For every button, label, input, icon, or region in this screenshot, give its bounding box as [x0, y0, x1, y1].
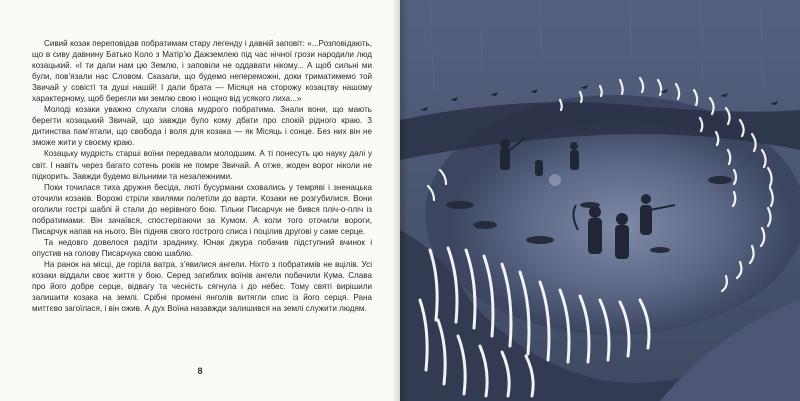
paragraph-2: Молоді козаки уважно слухали слова мудрого побратима. Знали вони, що мають берегти козацький Звичай, що завжди було кому дбати про спокій рідного краю. З дитинства пам’ятали, що свобода і воля для козака — як Місяць і сонце. Без них він не зможе жити у своєму краю.: [32, 105, 372, 148]
paragraph-6: На ранок на місці, де горіла ватра, з’явилися ангели. Ніхто з побратимів не вцілів. Усі козаки віддали своє життя у бою. Серед загиблих воїнів ангели побачили Кума. Слава про його добре серце, відвагу та чесність сягнула і до небес. Тому святі вирішили залишити козака на землі. Срібні променi янголів витягли спис із його серця. Рана миттєво загоїлася, і він ожив. А дух Воїна назавжди залишився на землі служити людям.: [32, 259, 372, 314]
paragraph-4: Поки точилася тиха дружня бесіда, люті бусурмани сховались у темряві і зненацька оточили козаків. Ворожі стріли хвилями полетіли до варти. Козаки не розгубилися. Вони оголили гострі шаблі й стали до нерівного бою. Тільки Писарчук не бився пліч-о-пліч із побратимами. Він зачаївся, спостерігаючи за Кумом. А коли того оточили вороги, Писарчук напав на нього. Він підняв свого гострого списа і поцілив другові у саме серце.: [32, 182, 372, 236]
night-battle-illustration: [400, 0, 800, 401]
paragraph-1: Сивий козак переповідав побратимам стару легенду і давній заповіт: «...Розповідають, що в сиву давнину Батько Коло з Матір’ю Дажземлею під час нічної грози народили люд козацький. «І ти дали нам цю Землю, і заповіли не оддавати нікому... А щоб сильні ми були, пов’язали нас Словом. Сказали, що будемо непереможні, доки триматимемо той Звичай у совісті та душі нашій! І дали брата — Місяця на сторожу козацтву нашому характерному, щоб берегли ми землю свою і нощно від усякого лиха...»: [32, 39, 372, 104]
campfire-glow: [549, 174, 561, 186]
illustration-page: [400, 0, 800, 401]
story-text: [32, 38, 372, 314]
paragraph-5: Та недовго довелося радіти зраднику. Юнак джура побачив підступний вчинок і опустив на голову Писарчука свою шаблю.: [32, 237, 372, 258]
paragraph-3: Козацьку мудрість старші воїни передавали молодшим. А ті понесуть цю науку далі у світ. І навіть через багато сотень років не помре Звичай. А отже, жоден ворог ніколи не підкорить. Завжди будемо вільними та незалежними.: [32, 149, 372, 181]
page-number: 8: [197, 366, 203, 376]
